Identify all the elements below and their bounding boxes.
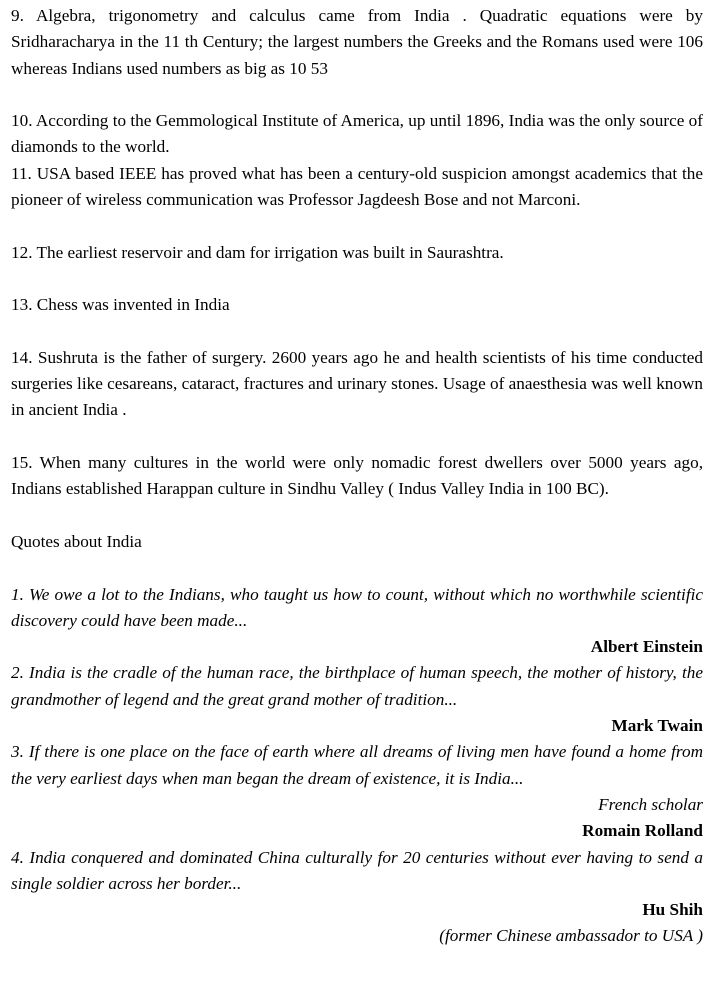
spacer [11, 555, 703, 581]
spacer [11, 82, 703, 108]
spacer [11, 424, 703, 450]
quote-1-author: Albert Einstein [590, 637, 703, 657]
quote-4-text: 4. India conquered and dominated China culturally for 20 centuries without ever having to send a single soldier across her border... [11, 847, 703, 893]
quote-3-author-title: French scholar [598, 794, 703, 814]
spacer [11, 213, 703, 239]
fact-9: 9. Algebra, trigonometry and calculus came from India . Quadratic equations were by Sridharacharya in the 11 th Century; the largest numbers the Greeks and the Romans used were 106 whereas Indians used numbers as big as 10 53 [11, 6, 703, 78]
quote-2-author: Mark Twain [611, 716, 703, 736]
spacer [11, 319, 703, 345]
quote-1-text: 1. We owe a lot to the Indians, who taught us how to count, without which no worthwhile scientific discovery could have been made... [11, 584, 703, 630]
fact-15: 15. When many cultures in the world were only nomadic forest dwellers over 5000 years ago, Indians established Harappan culture in Sindhu Valley ( Indus Valley India in 100 BC). [11, 453, 703, 499]
quotes-heading: Quotes about India [11, 531, 142, 551]
spacer [11, 503, 703, 529]
fact-14: 14. Sushruta is the father of surgery. 2600 years ago he and health scientists of his time conducted surgeries like cesareans, cataract, fractures and urinary stones. Usage of anaesthesia was well known in ancient India . [11, 347, 703, 420]
fact-13: 13. Chess was invented in India [11, 295, 230, 315]
quote-3-author: Romain Rolland [582, 821, 703, 841]
quote-3-text: 3. If there is one place on the face of earth where all dreams of living men have found a home from the very earliest days when man began the dream of existence, it is India... [11, 742, 703, 788]
fact-11: 11. USA based IEEE has proved what has been a century-old suspicion amongst academics that the pioneer of wireless communication was Professor Jagdeesh Bose and not Marconi. [11, 163, 703, 210]
quote-4-author: Hu Shih [642, 900, 703, 920]
quote-4-author-title: (former Chinese ambassador to USA ) [439, 926, 703, 946]
quote-2-text: 2. India is the cradle of the human race, the birthplace of human speech, the mother of history, the grandmother of legend and the great grand mother of tradition... [11, 663, 703, 709]
fact-10: 10. According to the Gemmological Institute of America, up until 1896, India was the only source of diamonds to the world. [11, 111, 703, 157]
document-body [11, 3, 703, 950]
spacer [11, 266, 703, 292]
fact-12: 12. The earliest reservoir and dam for irrigation was built in Saurashtra. [11, 242, 504, 262]
